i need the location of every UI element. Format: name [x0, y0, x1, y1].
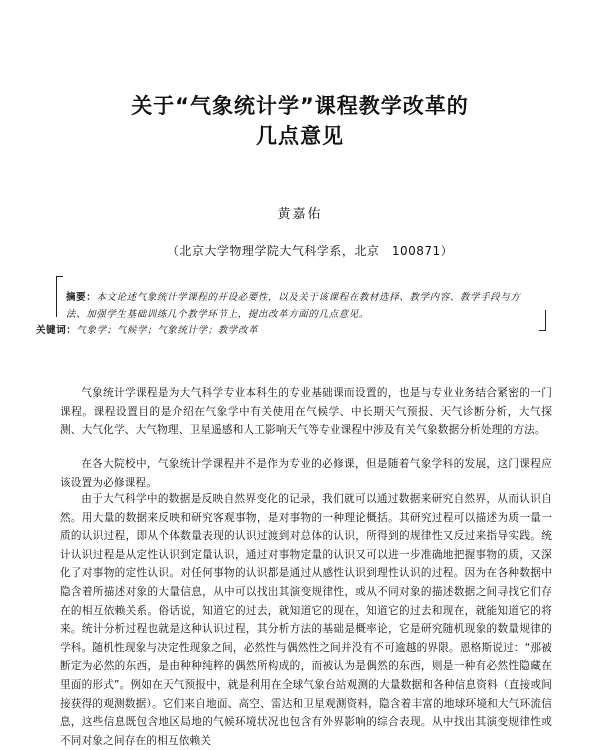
- author-affiliation: （北京大学物理学院大气科学系，北京 100871）: [166, 244, 454, 258]
- body-paragraph: 由于大气科学中的数据是反映自然界变化的记录，我们就可以通过数据来研究自然界，从而认识自然。用大量的数据来反映和研究客观事物，是对事物的一种理论概括。其研究过程可以描述为质一量一质的认识过程，即从个体数量表现的认识过渡到对总体的认识，所得到的规律性又反过来指导实践。统计认识过程是从定性认识到定量认识，通过对事物定量的认识又可以进一步准确地把握事物的质，又深化了对事物的定性认识。对任何事物的认识都是通过从感性认识到理性认识的过程。因为在各种数据中隐含着所描述对象的大量信息，从中可以找出其演变规律性，或从不同对象的描述数据之间寻找它们存在的相互依赖关系。俗话说，知道它的过去，就知道它的现在，知道它的过去和现在，就能知道它的将来。统计分析过程也就是这种认识过程，其分析方法的基础是概率论，它是研究随机现象的数量规律的学科。随机性现象与决定性现象之间，必然性与偶然性之间并没有不可逾越的界限。恩格斯说过：“那被断定为必然的东西，是由种种纯粹的偶然所构成的，而被认为是偶然的东西，则是一种有必然性隐藏在里面的形式”。例如在天气预报中，就是利用在全球气象台站观测的大量数据和各种信息资料（直接或间接获得的观测数据）。它们来自地面、高空、雷达和卫星观测资料，隐含着丰富的地球环境和大气环流信息，这些信息既包含地区局地的气候环境状况也包含有外界影响的综合表现。从中找出其演变规律性或不同对象之间存在的相互依赖关: [60, 493, 552, 747]
- paper-title-line-1: 关于“气象统计学”课程教学改革的: [131, 94, 469, 118]
- author-name: 黄嘉佑: [277, 207, 323, 222]
- keywords-label: 关键词：: [36, 325, 77, 336]
- abstract-text: 本文论述气象统计学课程的开设必要性，以及关于该课程在教材选择、教学内容、教学手段与方法、加强学生基础训练几个教学环节上，提出改革方面的几点意见。: [66, 292, 521, 320]
- abstract-bracket-left: [56, 276, 63, 317]
- keywords-text: 气象学；气候学；气象统计学；教学改革: [76, 325, 259, 336]
- body-paragraph: 在各大院校中，气象统计学课程并不是作为专业的必修课，但是随着气象学科的发展，这门课程应该设置为必修课程。: [60, 458, 552, 489]
- paper-title-line-2: 几点意见: [256, 124, 344, 148]
- abstract-bracket-right: [539, 310, 546, 331]
- abstract-label: 摘要：: [66, 292, 97, 303]
- keywords: [36, 322, 258, 336]
- body-paragraph: 气象统计学课程是为大气科学专业本科生的专业基础课而设置的，也是与专业业务结合紧密的一门课程。课程设置目的是介绍在气象学中有关使用在气候学、中长期天气预报、天气诊断分析，大气探测、大气化学、大气物理、卫星遥感和人工影响天气等专业课程中涉及有关气象数据分析处理的方法。: [60, 387, 552, 437]
- abstract: [66, 289, 536, 323]
